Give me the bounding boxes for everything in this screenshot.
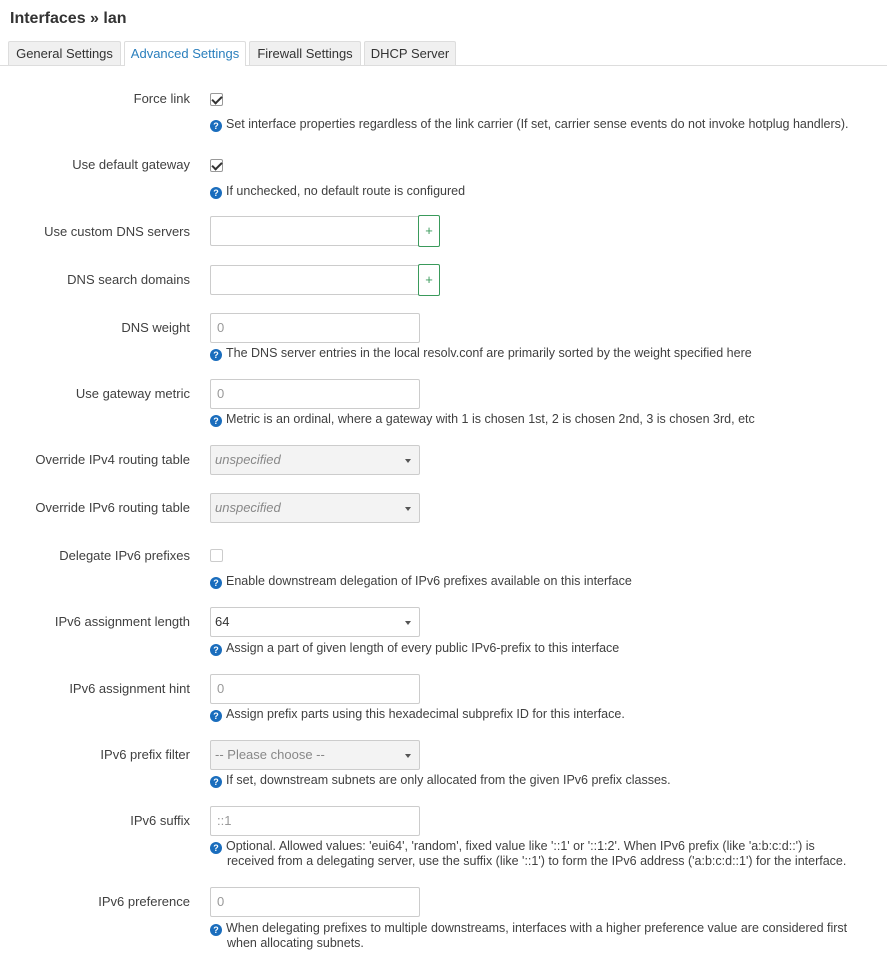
dns-search-input[interactable] <box>210 265 419 295</box>
ipv4-table-select[interactable]: unspecified <box>210 445 420 475</box>
caret-down-icon <box>405 459 411 463</box>
dns-weight-label: DNS weight <box>121 320 190 335</box>
help-icon: ? <box>210 924 222 936</box>
dns-weight-input[interactable]: 0 <box>210 313 420 343</box>
page-title: Interfaces » lan <box>10 10 127 27</box>
help-icon: ? <box>210 349 222 361</box>
ipv6-table-select[interactable]: unspecified <box>210 493 420 523</box>
tab-advanced-settings[interactable]: Advanced Settings <box>124 41 246 66</box>
gateway-metric-label: Use gateway metric <box>75 386 190 401</box>
gateway-metric-input[interactable]: 0 <box>210 379 420 409</box>
ipv4-table-label: Override IPv4 routing table <box>35 452 190 467</box>
tab-bar <box>0 41 887 66</box>
assign-hint-label: IPv6 assignment hint <box>69 681 190 696</box>
caret-down-icon <box>405 621 411 625</box>
caret-down-icon <box>405 507 411 511</box>
help-icon: ? <box>210 577 222 589</box>
tab-dhcp-server[interactable]: DHCP Server <box>364 41 456 65</box>
default-gateway-label: Use default gateway <box>72 157 190 172</box>
prefix-filter-select[interactable]: -- Please choose -- <box>210 740 420 770</box>
assign-hint-input[interactable]: 0 <box>210 674 420 704</box>
help-icon: ? <box>210 842 222 854</box>
prefix-filter-label: IPv6 prefix filter <box>100 747 190 762</box>
gateway-metric-help: ? Metric is an ordinal, where a gateway with 1 is chosen 1st, 2 is chosen 2nd, 3 is chosen 3rd, etc <box>210 412 755 427</box>
force-link-label: Force link <box>133 91 190 106</box>
force-link-help: ? Set interface properties regardless of the link carrier (If set, carrier sense events do not invoke hotplug handlers). <box>210 117 849 132</box>
help-icon: ? <box>210 187 222 199</box>
help-icon: ? <box>210 120 222 132</box>
preference-label: IPv6 preference <box>98 894 190 909</box>
tab-firewall-settings[interactable]: Firewall Settings <box>249 41 361 65</box>
suffix-help: ? Optional. Allowed values: 'eui64', 'random', fixed value like '::1' or '::1:2'. When IPv6 prefix (like 'a:b:c:d::') is received from a delegating server, use the suffix (like '::1') to form the IPv6 address ('a:b:c:d::1') for the interface. <box>210 839 846 869</box>
help-icon: ? <box>210 710 222 722</box>
caret-down-icon <box>405 754 411 758</box>
suffix-input[interactable]: ::1 <box>210 806 420 836</box>
dns-weight-help: ? The DNS server entries in the local resolv.conf are primarily sorted by the weight specified here <box>210 346 752 361</box>
dns-search-label: DNS search domains <box>67 272 190 287</box>
ipv6-table-label: Override IPv6 routing table <box>35 500 190 515</box>
default-gateway-checkbox[interactable] <box>210 159 223 172</box>
preference-help: ? When delegating prefixes to multiple downstreams, interfaces with a higher preference value are considered first when allocating subnets. <box>210 921 847 951</box>
suffix-label: IPv6 suffix <box>130 813 190 828</box>
default-gateway-help: ? If unchecked, no default route is configured <box>210 184 465 199</box>
tab-general-settings[interactable]: General Settings <box>8 41 121 65</box>
custom-dns-input[interactable] <box>210 216 419 246</box>
assign-hint-help: ? Assign prefix parts using this hexadecimal subprefix ID for this interface. <box>210 707 625 722</box>
assign-length-select[interactable]: 64 <box>210 607 420 637</box>
preference-input[interactable]: 0 <box>210 887 420 917</box>
help-icon: ? <box>210 415 222 427</box>
delegate-help: ? Enable downstream delegation of IPv6 prefixes available on this interface <box>210 574 632 589</box>
prefix-filter-help: ? If set, downstream subnets are only allocated from the given IPv6 prefix classes. <box>210 773 671 788</box>
delegate-label: Delegate IPv6 prefixes <box>59 548 190 563</box>
assign-length-help: ? Assign a part of given length of every public IPv6-prefix to this interface <box>210 641 619 656</box>
dns-search-add-button[interactable]: + <box>418 264 440 296</box>
custom-dns-label: Use custom DNS servers <box>44 224 190 239</box>
assign-length-label: IPv6 assignment length <box>54 614 190 629</box>
custom-dns-add-button[interactable]: + <box>418 215 440 247</box>
force-link-checkbox[interactable] <box>210 93 223 106</box>
help-icon: ? <box>210 644 222 656</box>
delegate-checkbox[interactable] <box>210 549 223 562</box>
help-icon: ? <box>210 776 222 788</box>
